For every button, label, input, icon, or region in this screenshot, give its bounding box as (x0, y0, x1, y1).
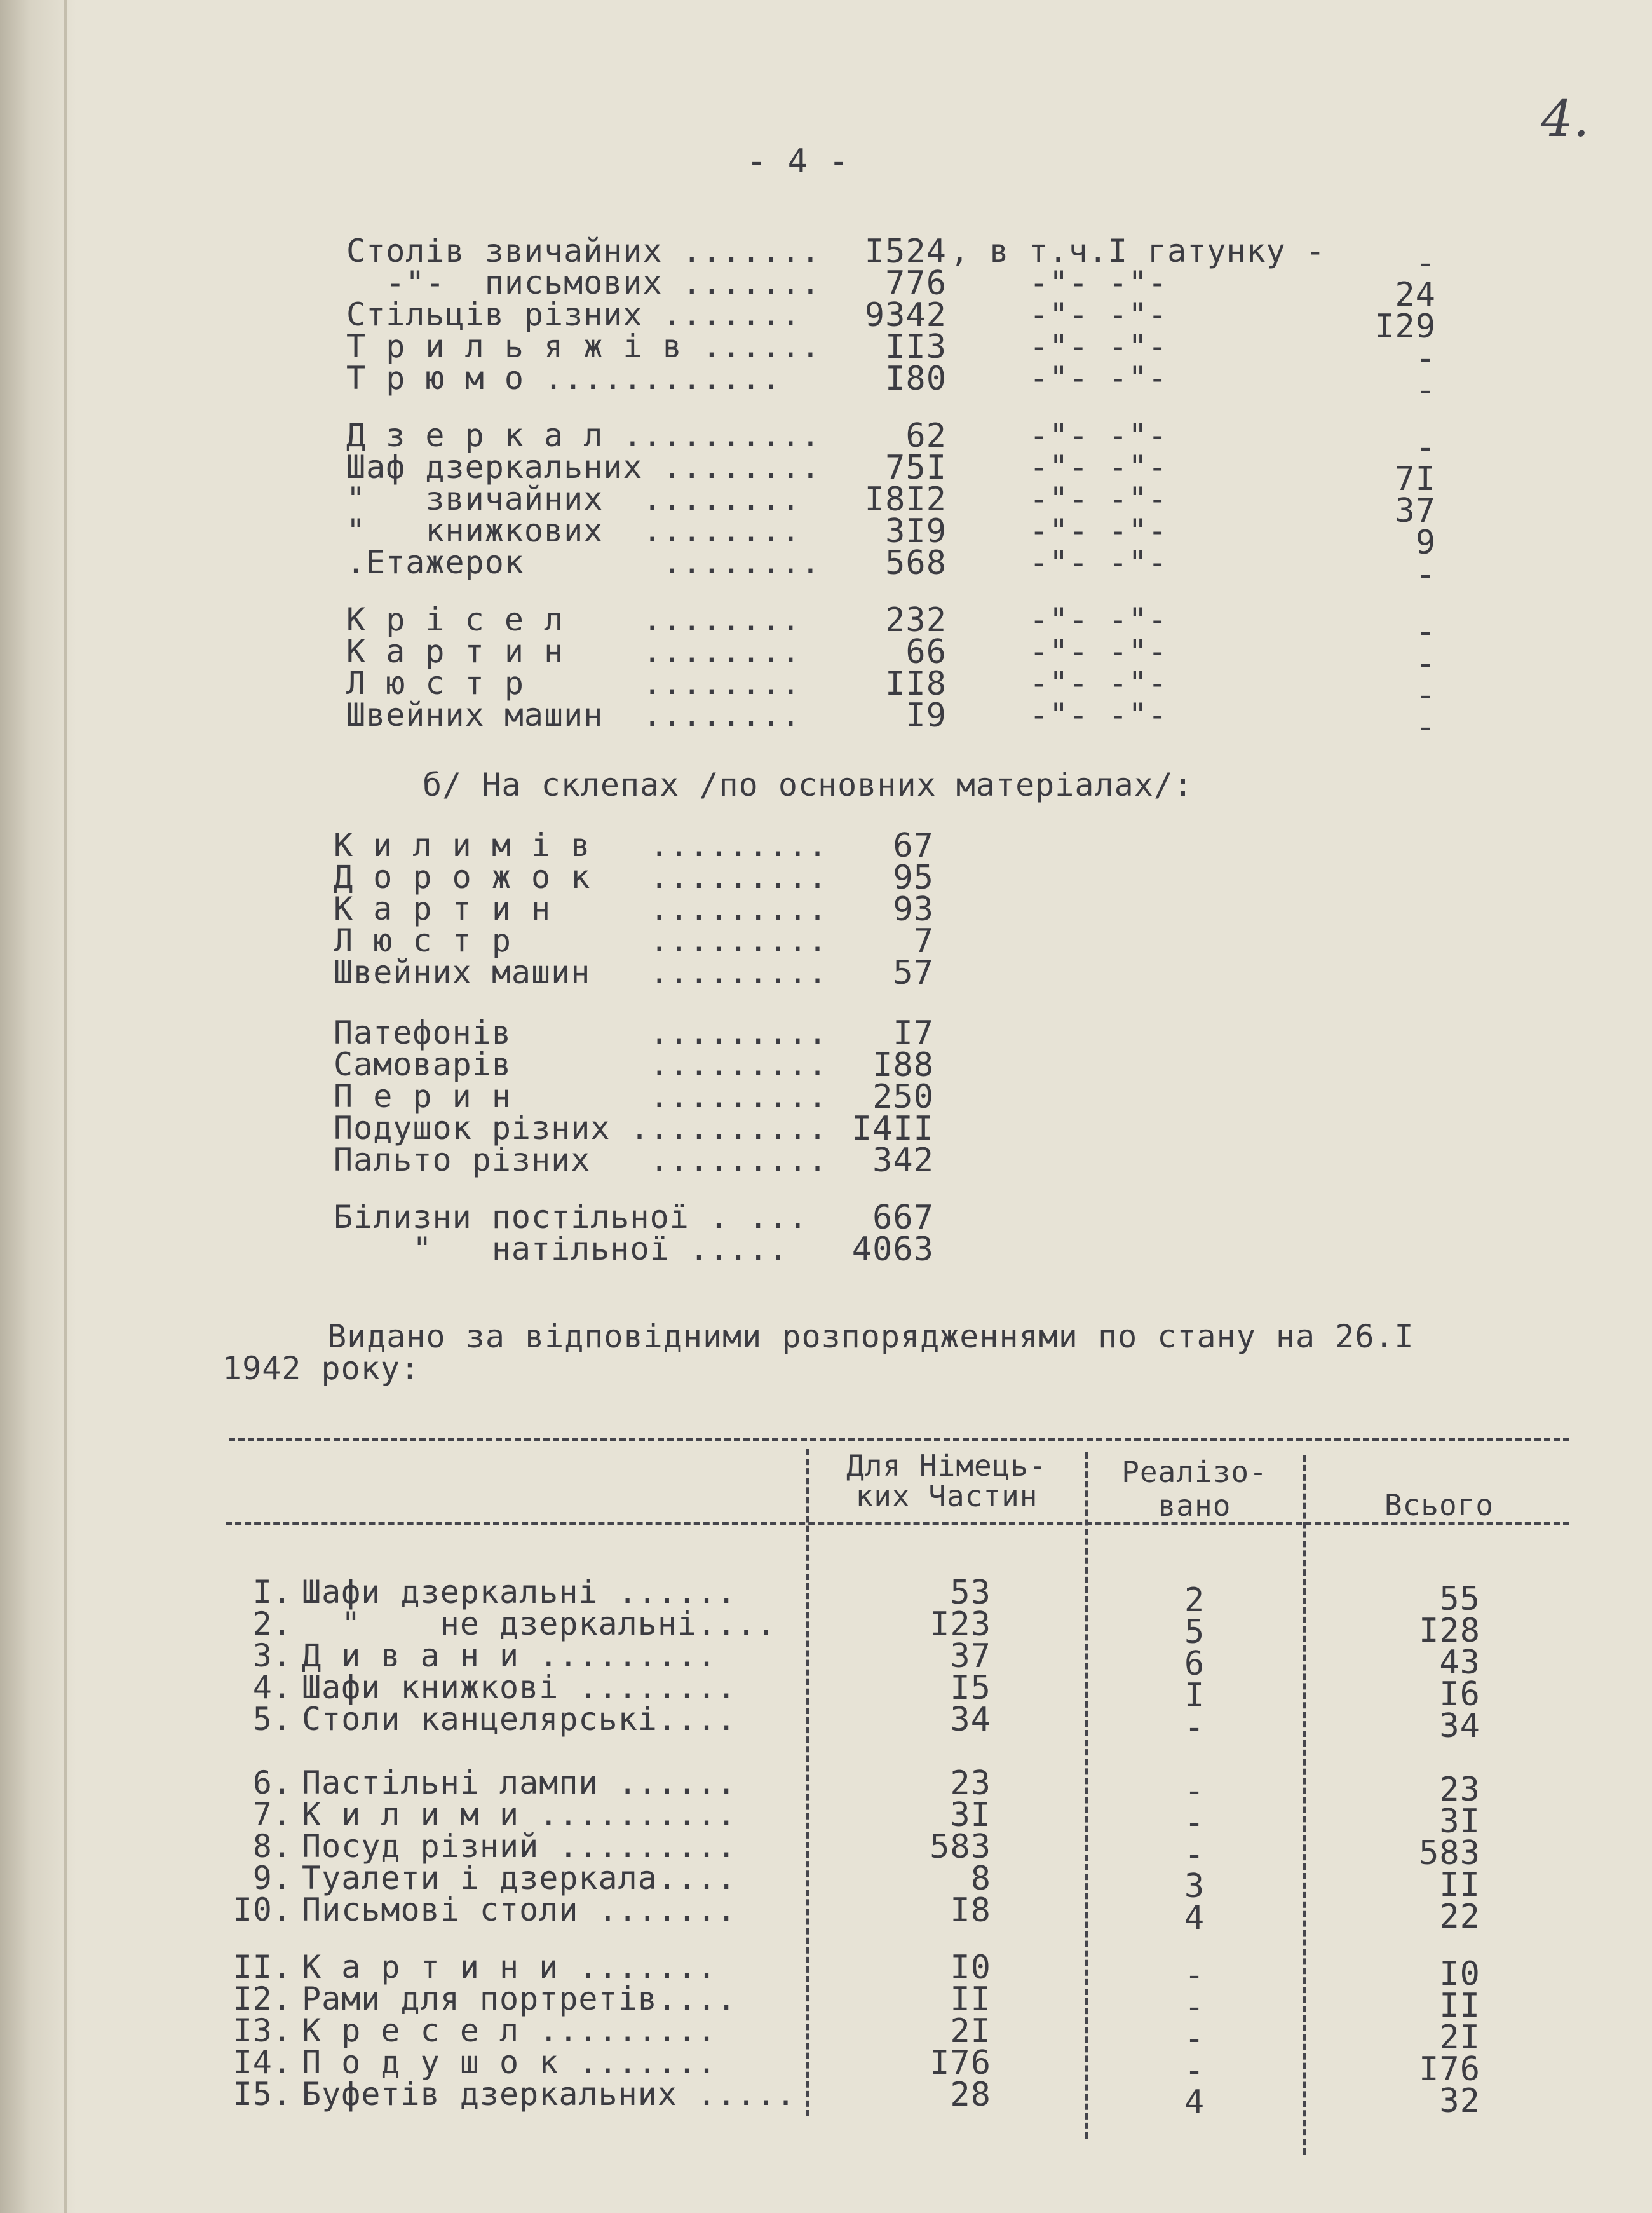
row-number: I. (252, 1574, 292, 1610)
item-note: -"- -"- (1029, 417, 1168, 454)
cell-german-units: II (950, 1980, 991, 2019)
item-first-grade: - (1415, 613, 1436, 651)
cell-total: 43 (1439, 1644, 1480, 1682)
cell-total: 583 (1419, 1834, 1480, 1872)
item-name: Пальто різних ......... (334, 1141, 828, 1178)
item-name: Швейних машин ......... (334, 954, 828, 991)
item-quantity: 95 (893, 859, 934, 897)
cell-sold: I (1184, 1677, 1205, 1715)
item-note: -"- -"- (1029, 328, 1168, 365)
cell-total: 22 (1439, 1898, 1480, 1936)
handwritten-page-number: 4. (1541, 89, 1590, 148)
cell-sold: - (1184, 1988, 1205, 2026)
item-note: -"- -"- (1029, 665, 1168, 702)
item-quantity: I7 (893, 1014, 934, 1052)
cell-sold: - (1184, 1708, 1205, 1747)
cell-total: 23 (1439, 1771, 1480, 1809)
item-note: -"- -"- (1029, 512, 1168, 549)
item-first-grade: - (1415, 244, 1436, 282)
item-note: -"- -"- (1029, 480, 1168, 517)
row-item-name: Буфетів дзеркальних ..... (302, 2076, 796, 2113)
item-name: Швейних машин ........ (346, 697, 801, 733)
item-name: К а р т и н ......... (334, 890, 828, 927)
issued-intro-line2: 1942 року: (222, 1350, 421, 1387)
cell-german-units: 28 (950, 2076, 991, 2114)
item-name: Л ю с т р ......... (334, 922, 828, 959)
item-quantity: 232 (885, 601, 947, 639)
cell-total: 32 (1439, 2082, 1480, 2120)
cell-german-units: I8 (950, 1891, 991, 1930)
cell-total: I6 (1439, 1675, 1480, 1713)
cell-sold: - (1184, 2052, 1205, 2090)
item-first-grade: 9 (1415, 524, 1436, 562)
item-name: Т р и л ь я ж і в ...... (346, 328, 821, 365)
row-number: 4. (252, 1669, 292, 1706)
table-header-rule (226, 1522, 1569, 1525)
row-item-name: П о д у ш о к ....... (302, 2044, 717, 2081)
item-name: .Етажерок ........ (346, 544, 821, 581)
item-name: Столів звичайних ....... (346, 233, 821, 269)
cell-sold: 4 (1184, 1899, 1205, 1937)
item-note: -"- -"- (1029, 601, 1168, 638)
cell-german-units: 3I (950, 1796, 991, 1834)
item-name: К и л и м і в ......... (334, 827, 828, 864)
row-item-name: К а р т и н и ....... (302, 1949, 717, 1985)
cell-total: I28 (1419, 1612, 1480, 1650)
column-header-german-units: Для Німець- ких Частин (846, 1448, 1047, 1514)
row-number: I3. (233, 2012, 292, 2049)
issued-intro-line1: Видано за відповідними розпорядженнями по стану на 26.I (327, 1318, 1414, 1355)
item-first-grade: - (1415, 676, 1436, 714)
row-number: 9. (252, 1860, 292, 1896)
item-quantity: 568 (885, 544, 947, 582)
item-name: К а р т и н ........ (346, 633, 801, 670)
item-name: Білизни постільної . ... (334, 1199, 808, 1236)
section-b-heading: б/ На склепах /по основних матеріалах/: (423, 766, 1193, 803)
cell-total: II (1439, 1866, 1480, 1904)
cell-german-units: 37 (950, 1637, 991, 1675)
row-number: I2. (233, 1980, 292, 2017)
cell-german-units: 34 (950, 1701, 991, 1739)
item-name: Шаф дзеркальних ........ (346, 449, 821, 486)
cell-total: 2I (1439, 2019, 1480, 2057)
item-name: -"- письмових ....... (346, 264, 821, 301)
cell-sold: 2 (1184, 1581, 1205, 1619)
row-number: 8. (252, 1828, 292, 1865)
cell-german-units: 2I (950, 2012, 991, 2050)
row-item-name: " не дзеркальні.... (302, 1605, 776, 1642)
item-note: -"- -"- (1029, 449, 1168, 486)
item-quantity: I4II (851, 1110, 934, 1148)
item-quantity: 4063 (851, 1230, 934, 1269)
page-number: - 4 - (747, 142, 850, 180)
row-item-name: Рами для портретів.... (302, 1980, 737, 2017)
item-quantity: 66 (905, 633, 947, 671)
item-first-grade: - (1415, 339, 1436, 378)
cell-sold: - (1184, 2020, 1205, 2058)
cell-sold: - (1184, 1804, 1205, 1842)
item-name: Самоварів ......... (334, 1046, 828, 1083)
row-number: 3. (252, 1637, 292, 1674)
item-name: Д з е р к а л .......... (346, 417, 821, 454)
row-number: 7. (252, 1796, 292, 1833)
item-name: Стільців різних ....... (346, 296, 801, 333)
item-quantity: 342 (872, 1141, 934, 1180)
row-item-name: Письмові столи ....... (302, 1891, 737, 1928)
item-note: -"- -"- (1029, 633, 1168, 670)
item-first-grade: - (1415, 644, 1436, 683)
item-quantity: I8I2 (864, 480, 947, 519)
item-quantity: 9342 (864, 296, 947, 334)
item-first-grade: - (1415, 555, 1436, 594)
table-column-divider (1303, 1455, 1306, 2155)
cell-sold: - (1184, 1956, 1205, 1994)
row-number: I5. (233, 2076, 292, 2113)
cell-total: 55 (1439, 1580, 1480, 1618)
item-quantity: 7 (913, 922, 934, 960)
cell-total: 3I (1439, 1802, 1480, 1841)
row-item-name: Шафи дзеркальні ...... (302, 1574, 737, 1610)
item-quantity: 93 (893, 890, 934, 929)
row-number: 2. (252, 1605, 292, 1642)
item-name: " натільної ..... (334, 1230, 789, 1267)
cell-sold: 3 (1184, 1867, 1205, 1905)
row-item-name: К р е с е л ......... (302, 2012, 717, 2049)
cell-german-units: I23 (930, 1605, 991, 1644)
row-item-name: Посуд різний ......... (302, 1828, 737, 1865)
table-column-divider (806, 1449, 809, 2116)
cell-german-units: 53 (950, 1574, 991, 1612)
item-note: -"- -"- (1029, 264, 1168, 301)
item-quantity: I9 (905, 697, 947, 735)
item-quantity: 250 (872, 1078, 934, 1116)
item-first-grade: - (1415, 371, 1436, 409)
item-quantity: 667 (872, 1199, 934, 1237)
table-column-divider (1085, 1452, 1088, 2139)
item-note: -"- -"- (1029, 296, 1168, 333)
item-note: -"- -"- (1029, 360, 1168, 397)
cell-german-units: I76 (930, 2044, 991, 2082)
item-quantity: 57 (893, 954, 934, 992)
item-quantity: II8 (885, 665, 947, 703)
item-name: Д о р о ж о к ......... (334, 859, 828, 895)
row-number: I0. (233, 1891, 292, 1928)
item-quantity: 75I (885, 449, 947, 487)
item-note: -"- -"- (1029, 544, 1168, 581)
item-first-grade: 7I (1395, 460, 1436, 498)
item-name: К р і с е л ........ (346, 601, 801, 638)
item-quantity: II3 (885, 328, 947, 366)
item-first-grade: I29 (1374, 308, 1436, 346)
row-item-name: Д и в а н и ......... (302, 1637, 717, 1674)
row-item-name: Шафи книжкові ........ (302, 1669, 737, 1706)
cell-sold: 6 (1184, 1645, 1205, 1683)
row-item-name: Пастільні лампи ...... (302, 1764, 737, 1801)
cell-german-units: I5 (950, 1669, 991, 1707)
cell-german-units: 23 (950, 1764, 991, 1802)
item-quantity: 776 (885, 264, 947, 303)
item-quantity: I88 (872, 1046, 934, 1084)
cell-sold: 4 (1184, 2083, 1205, 2121)
cell-german-units: 8 (970, 1860, 991, 1898)
column-header-total: Всього (1384, 1488, 1494, 1522)
item-note: -"- -"- (1029, 697, 1168, 733)
cell-total: I76 (1419, 2050, 1480, 2088)
item-name: Патефонів ......... (334, 1014, 828, 1051)
row-number: II. (233, 1949, 292, 1985)
item-first-grade: 37 (1395, 492, 1436, 530)
row-number: I4. (233, 2044, 292, 2081)
item-quantity: 67 (893, 827, 934, 865)
cell-german-units: I0 (950, 1949, 991, 1987)
cell-german-units: 583 (930, 1828, 991, 1866)
item-note: , в т.ч.I гатунку - (950, 233, 1325, 269)
row-item-name: К и л и м и .......... (302, 1796, 737, 1833)
item-name: Л ю с т р ........ (346, 665, 801, 702)
cell-total: I0 (1439, 1955, 1480, 1993)
table-top-rule (229, 1438, 1569, 1441)
row-item-name: Туалети і дзеркала.... (302, 1860, 737, 1896)
column-header-sold: Реалізо- вано (1121, 1455, 1268, 1523)
cell-sold: - (1184, 1835, 1205, 1874)
item-first-grade: - (1415, 428, 1436, 466)
item-name: " книжкових ........ (346, 512, 801, 549)
item-quantity: 3I9 (885, 512, 947, 550)
item-first-grade: 24 (1395, 276, 1436, 314)
item-name: Подушок різних .......... (334, 1110, 828, 1147)
row-number: 5. (252, 1701, 292, 1738)
item-quantity: I80 (885, 360, 947, 398)
cell-sold: 5 (1184, 1613, 1205, 1651)
item-name: " звичайних ........ (346, 480, 801, 517)
row-item-name: Столи канцелярські.... (302, 1701, 737, 1738)
row-number: 6. (252, 1764, 292, 1801)
cell-sold: - (1184, 1772, 1205, 1810)
item-first-grade: - (1415, 708, 1436, 746)
cell-total: II (1439, 1987, 1480, 2025)
cell-total: 34 (1439, 1707, 1480, 1745)
item-quantity: 62 (905, 417, 947, 455)
item-name: Т р ю м о ............ (346, 360, 782, 397)
item-name: П е р и н ......... (334, 1078, 828, 1115)
item-quantity: I524 (864, 233, 947, 271)
